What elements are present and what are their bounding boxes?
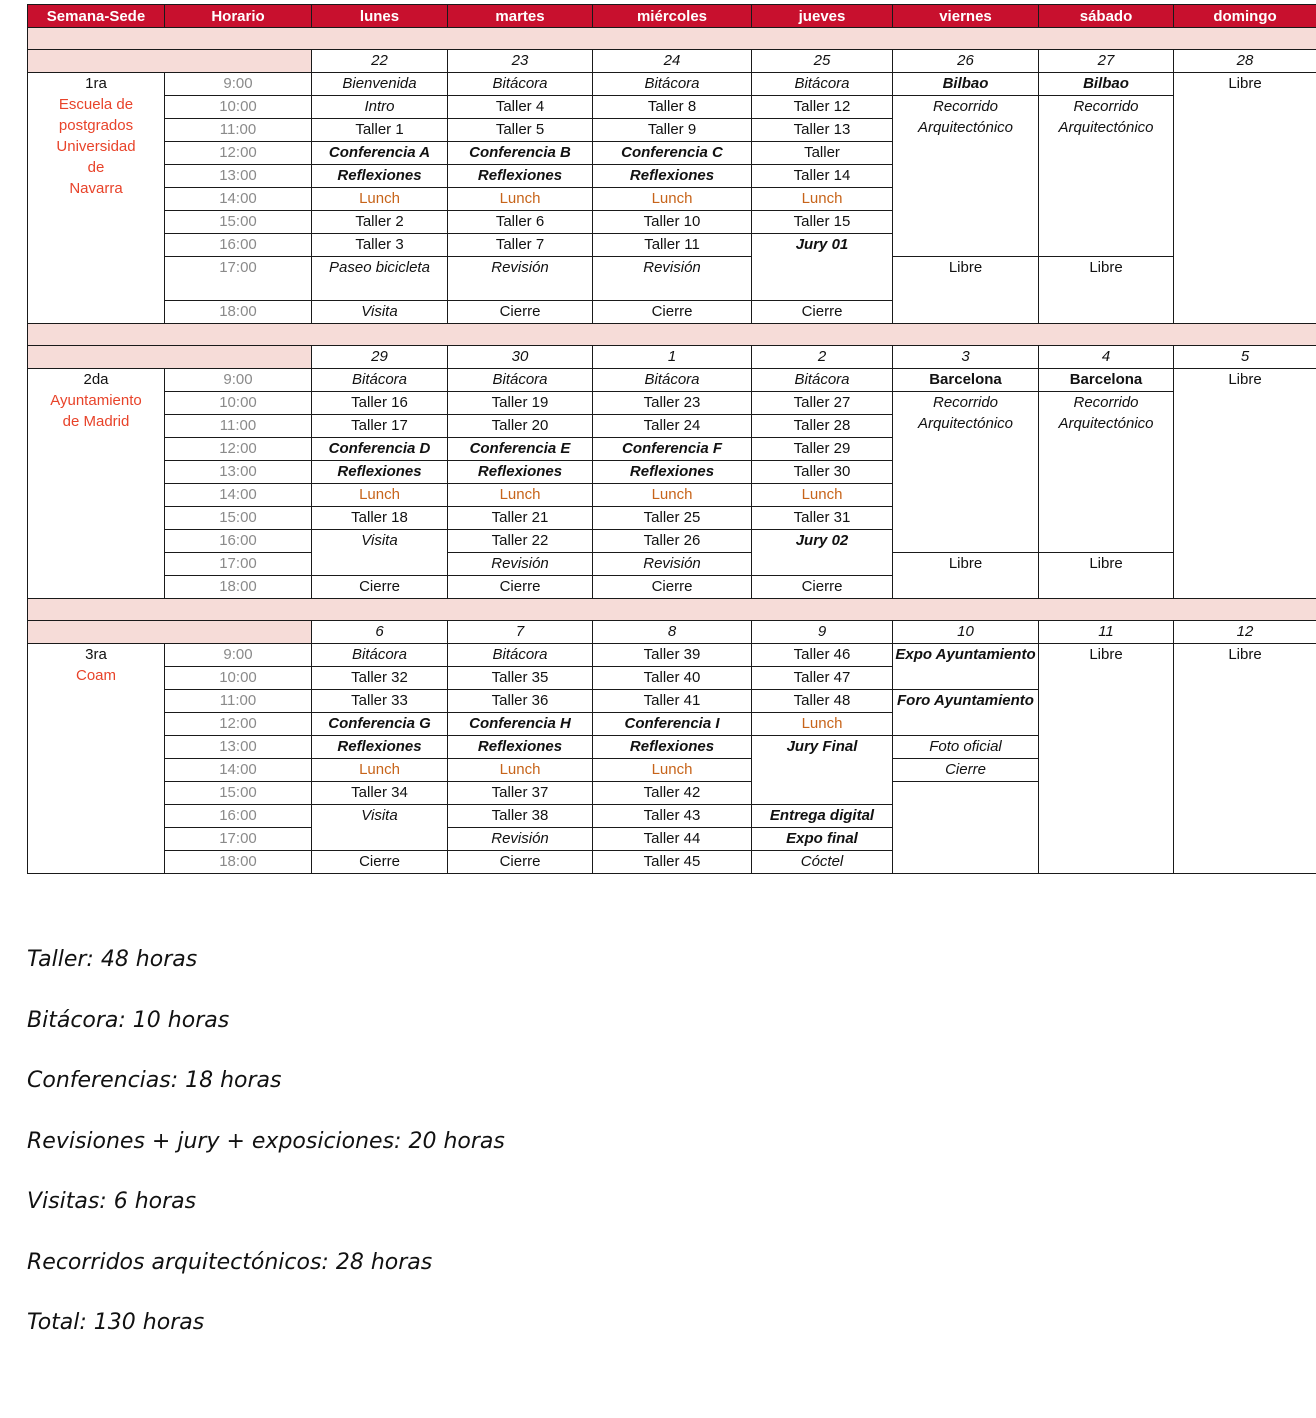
activity-cell: Paseo bicicleta <box>312 257 448 301</box>
lunch-cell: Lunch <box>752 484 893 507</box>
lunch-cell: Lunch <box>312 759 448 782</box>
activity-cell: Conferencia A <box>312 142 448 165</box>
time-slot: 14:00 <box>165 759 312 782</box>
lunch-cell: Lunch <box>312 188 448 211</box>
activity-cell: Taller 35 <box>448 667 593 690</box>
time-slot: 14:00 <box>165 188 312 211</box>
time-slot: 16:00 <box>165 234 312 257</box>
summary-line: Taller: 48 horas <box>27 947 198 972</box>
week-sede-cell <box>28 369 165 599</box>
sede-name-line: Universidad <box>56 138 136 155</box>
activity-cell: Cierre <box>593 576 752 599</box>
day-number: 5 <box>1174 346 1316 369</box>
activity-cell: Recorrido Arquitectónico <box>1039 392 1174 553</box>
activity-cell: Taller 21 <box>448 507 593 530</box>
time-slot: 18:00 <box>165 301 312 324</box>
time-slot: 15:00 <box>165 211 312 234</box>
schedule-table <box>27 4 1316 874</box>
day-number: 9 <box>752 621 893 644</box>
day-number: 8 <box>593 621 752 644</box>
time-slot: 18:00 <box>165 576 312 599</box>
activity-cell: Taller 13 <box>752 119 893 142</box>
activity-cell: Taller 11 <box>593 234 752 257</box>
activity-cell: Taller 28 <box>752 415 893 438</box>
time-slot: 10:00 <box>165 392 312 415</box>
activity-cell: Revisión <box>593 257 752 301</box>
activity-cell: Taller 5 <box>448 119 593 142</box>
activity-cell: Cierre <box>752 301 893 324</box>
week-label: 3ra <box>85 646 107 663</box>
empty-cell <box>893 782 1039 874</box>
header-jueves: jueves <box>752 5 893 28</box>
activity-cell: Cierre <box>312 851 448 874</box>
activity-cell: Libre <box>1174 644 1316 874</box>
activity-cell: Reflexiones <box>448 461 593 484</box>
time-slot: 13:00 <box>165 165 312 188</box>
time-slot: 16:00 <box>165 530 312 553</box>
time-slot: 16:00 <box>165 805 312 828</box>
activity-cell: Jury Final <box>752 736 893 805</box>
activity-cell: Taller 17 <box>312 415 448 438</box>
activity-cell: Taller 43 <box>593 805 752 828</box>
activity-cell: Cierre <box>448 576 593 599</box>
activity-cell: Libre <box>893 257 1039 324</box>
sede-name-line: Navarra <box>69 180 123 197</box>
activity-cell: Bilbao <box>893 73 1039 96</box>
activity-cell: Reflexiones <box>593 165 752 188</box>
time-slot: 15:00 <box>165 782 312 805</box>
activity-cell: Taller 9 <box>593 119 752 142</box>
day-number: 12 <box>1174 621 1316 644</box>
activity-cell: Taller 2 <box>312 211 448 234</box>
activity-cell: Bitácora <box>593 369 752 392</box>
summary-line: Visitas: 6 horas <box>27 1189 197 1214</box>
activity-cell: Revisión <box>448 257 593 301</box>
activity-cell: Taller 37 <box>448 782 593 805</box>
header-semana-sede: Semana-Sede <box>28 5 165 28</box>
week-separator <box>28 599 1316 621</box>
summary-line: Recorridos arquitectónicos: 28 horas <box>27 1249 433 1275</box>
activity-cell: Bitácora <box>448 644 593 667</box>
day-number: 25 <box>752 50 893 73</box>
activity-cell: Reflexiones <box>312 165 448 188</box>
activity-cell: Bitácora <box>593 73 752 96</box>
lunch-cell: Lunch <box>312 484 448 507</box>
time-slot: 10:00 <box>165 667 312 690</box>
header-viernes: viernes <box>893 5 1039 28</box>
activity-cell: Taller 4 <box>448 96 593 119</box>
day-number: 2 <box>752 346 893 369</box>
sede-name-line: Coam <box>75 667 116 684</box>
day-number: 10 <box>893 621 1039 644</box>
activity-cell: Taller 3 <box>312 234 448 257</box>
activity-cell: Cierre <box>893 759 1039 782</box>
activity-cell: Taller 19 <box>448 392 593 415</box>
day-number: 6 <box>312 621 448 644</box>
activity-cell: Visita <box>312 301 448 324</box>
header-row <box>28 5 1316 28</box>
lunch-cell: Lunch <box>448 759 593 782</box>
activity-cell: Taller 15 <box>752 211 893 234</box>
activity-cell: Reflexiones <box>593 461 752 484</box>
activity-cell: Expo Ayuntamiento <box>893 644 1039 690</box>
time-slot: 11:00 <box>165 690 312 713</box>
header-miercoles: miércoles <box>593 5 752 28</box>
time-slot: 12:00 <box>165 438 312 461</box>
week-separator <box>28 28 1316 50</box>
summary-line: Conferencias: 18 horas <box>27 1068 282 1093</box>
day-number: 30 <box>448 346 593 369</box>
day-number: 3 <box>893 346 1039 369</box>
activity-cell: Expo final <box>752 828 893 851</box>
activity-cell: Foro Ayuntamiento <box>893 690 1039 736</box>
time-slot: 9:00 <box>165 369 312 392</box>
time-slot: 9:00 <box>165 644 312 667</box>
day-number: 27 <box>1039 50 1174 73</box>
lunch-cell: Lunch <box>593 484 752 507</box>
time-slot: 15:00 <box>165 507 312 530</box>
activity-cell: Taller 40 <box>593 667 752 690</box>
activity-cell: Bitácora <box>448 369 593 392</box>
week-dates-row <box>28 346 1316 369</box>
week-label: 2da <box>83 371 109 388</box>
activity-cell: Taller 42 <box>593 782 752 805</box>
day-number: 26 <box>893 50 1039 73</box>
activity-cell: Taller 26 <box>593 530 752 553</box>
activity-cell: Taller 41 <box>593 690 752 713</box>
activity-cell: Taller 8 <box>593 96 752 119</box>
time-slot: 14:00 <box>165 484 312 507</box>
activity-cell: Libre <box>1174 369 1316 599</box>
activity-cell: Recorrido Arquitectónico <box>893 96 1039 257</box>
week-dates-row <box>28 50 1316 73</box>
summary-line: Revisiones + jury + exposiciones: 20 horas <box>27 1128 505 1154</box>
header-sabado: sábado <box>1039 5 1174 28</box>
sede-name-line: Escuela de <box>58 96 134 113</box>
activity-cell: Recorrido Arquitectónico <box>893 392 1039 553</box>
activity-cell: Taller 32 <box>312 667 448 690</box>
activity-cell: Barcelona <box>1039 369 1174 392</box>
activity-cell: Recorrido Arquitectónico <box>1039 96 1174 257</box>
activity-cell: Conferencia D <box>312 438 448 461</box>
activity-cell: Barcelona <box>893 369 1039 392</box>
activity-cell: Revisión <box>448 828 593 851</box>
time-slot: 12:00 <box>165 142 312 165</box>
activity-cell: Cierre <box>312 576 448 599</box>
activity-cell: Taller 30 <box>752 461 893 484</box>
activity-cell: Taller 36 <box>448 690 593 713</box>
activity-cell: Reflexiones <box>448 736 593 759</box>
header-martes: martes <box>448 5 593 28</box>
activity-cell: Reflexiones <box>448 165 593 188</box>
time-slot: 17:00 <box>165 257 312 301</box>
lunch-cell: Lunch <box>448 484 593 507</box>
activity-cell: Visita <box>312 530 448 576</box>
time-slot: 11:00 <box>165 415 312 438</box>
activity-cell: Conferencia I <box>593 713 752 736</box>
activity-cell: Taller 10 <box>593 211 752 234</box>
summary-line: Bitácora: 10 horas <box>27 1007 230 1033</box>
lunch-cell: Lunch <box>593 188 752 211</box>
activity-cell: Taller 47 <box>752 667 893 690</box>
activity-cell: Bilbao <box>1039 73 1174 96</box>
activity-cell: Conferencia F <box>593 438 752 461</box>
activity-cell: Jury 02 <box>752 530 893 576</box>
time-slot: 13:00 <box>165 461 312 484</box>
activity-cell: Bitácora <box>448 73 593 96</box>
time-slot: 10:00 <box>165 96 312 119</box>
activity-cell: Conferencia B <box>448 142 593 165</box>
activity-cell: Conferencia G <box>312 713 448 736</box>
activity-cell: Taller 25 <box>593 507 752 530</box>
activity-cell: Taller 33 <box>312 690 448 713</box>
day-number: 29 <box>312 346 448 369</box>
activity-cell: Jury 01 <box>752 234 893 301</box>
week-sede-cell <box>28 73 165 324</box>
activity-cell: Taller 1 <box>312 119 448 142</box>
activity-cell: Libre <box>893 553 1039 599</box>
activity-cell: Taller 34 <box>312 782 448 805</box>
day-number: 22 <box>312 50 448 73</box>
activity-cell: Cierre <box>593 301 752 324</box>
activity-cell: Taller 24 <box>593 415 752 438</box>
activity-cell: Taller 45 <box>593 851 752 874</box>
week-label: 1ra <box>85 75 107 92</box>
activity-cell: Taller 18 <box>312 507 448 530</box>
activity-cell: Cierre <box>448 301 593 324</box>
activity-cell: Visita <box>312 805 448 851</box>
activity-cell: Taller 14 <box>752 165 893 188</box>
activity-cell: Taller 48 <box>752 690 893 713</box>
sede-name-line: de Madrid <box>62 413 130 430</box>
activity-cell: Libre <box>1174 73 1316 324</box>
activity-cell: Conferencia E <box>448 438 593 461</box>
time-slot: 18:00 <box>165 851 312 874</box>
week-separator <box>28 324 1316 346</box>
activity-cell: Revisión <box>593 553 752 576</box>
activity-cell: Intro <box>312 96 448 119</box>
week-dates-row <box>28 621 1316 644</box>
activity-cell: Bitácora <box>752 73 893 96</box>
header-horario: Horario <box>165 5 312 28</box>
activity-cell: Taller 6 <box>448 211 593 234</box>
day-number: 28 <box>1174 50 1316 73</box>
activity-cell: Taller 23 <box>593 392 752 415</box>
day-number: 23 <box>448 50 593 73</box>
header-domingo: domingo <box>1174 5 1316 28</box>
activity-cell: Taller 27 <box>752 392 893 415</box>
day-number: 24 <box>593 50 752 73</box>
hours-summary <box>27 940 505 1364</box>
sede-name-line: postgrados <box>58 117 134 134</box>
time-slot: 11:00 <box>165 119 312 142</box>
activity-cell: Revisión <box>448 553 593 576</box>
activity-cell: Taller 44 <box>593 828 752 851</box>
lunch-cell: Lunch <box>752 188 893 211</box>
activity-cell: Taller 38 <box>448 805 593 828</box>
activity-cell: Taller 31 <box>752 507 893 530</box>
day-number: 7 <box>448 621 593 644</box>
activity-cell: Bitácora <box>312 644 448 667</box>
activity-cell: Bitácora <box>312 369 448 392</box>
activity-cell: Taller 7 <box>448 234 593 257</box>
activity-cell: Taller 29 <box>752 438 893 461</box>
activity-cell: Taller 46 <box>752 644 893 667</box>
sede-name-line: Ayuntamiento <box>50 392 142 409</box>
day-number: 1 <box>593 346 752 369</box>
activity-cell: Taller 16 <box>312 392 448 415</box>
activity-cell: Taller 39 <box>593 644 752 667</box>
activity-cell: Taller <box>752 142 893 165</box>
time-slot: 17:00 <box>165 553 312 576</box>
time-slot: 9:00 <box>165 73 312 96</box>
activity-cell: Libre <box>1039 553 1174 599</box>
activity-cell: Cóctel <box>752 851 893 874</box>
activity-cell: Bitácora <box>752 369 893 392</box>
activity-cell: Reflexiones <box>312 461 448 484</box>
time-slot: 13:00 <box>165 736 312 759</box>
activity-cell: Cierre <box>752 576 893 599</box>
week-sede-cell <box>28 644 165 874</box>
lunch-cell: Lunch <box>593 759 752 782</box>
sede-name-line: de <box>87 159 105 176</box>
time-slot: 12:00 <box>165 713 312 736</box>
activity-cell: Libre <box>1039 644 1174 874</box>
activity-cell: Foto oficial <box>893 736 1039 759</box>
activity-cell: Taller 22 <box>448 530 593 553</box>
activity-cell: Reflexiones <box>593 736 752 759</box>
activity-cell: Reflexiones <box>312 736 448 759</box>
activity-cell: Conferencia H <box>448 713 593 736</box>
day-number: 11 <box>1039 621 1174 644</box>
activity-cell: Cierre <box>448 851 593 874</box>
day-number: 4 <box>1039 346 1174 369</box>
header-lunes: lunes <box>312 5 448 28</box>
summary-line: Total: 130 horas <box>27 1310 205 1335</box>
activity-cell: Libre <box>1039 257 1174 324</box>
activity-cell: Taller 12 <box>752 96 893 119</box>
activity-cell: Bienvenida <box>312 73 448 96</box>
time-slot: 17:00 <box>165 828 312 851</box>
lunch-cell: Lunch <box>752 713 893 736</box>
activity-cell: Taller 20 <box>448 415 593 438</box>
activity-cell: Conferencia C <box>593 142 752 165</box>
activity-cell: Entrega digital <box>752 805 893 828</box>
lunch-cell: Lunch <box>448 188 593 211</box>
